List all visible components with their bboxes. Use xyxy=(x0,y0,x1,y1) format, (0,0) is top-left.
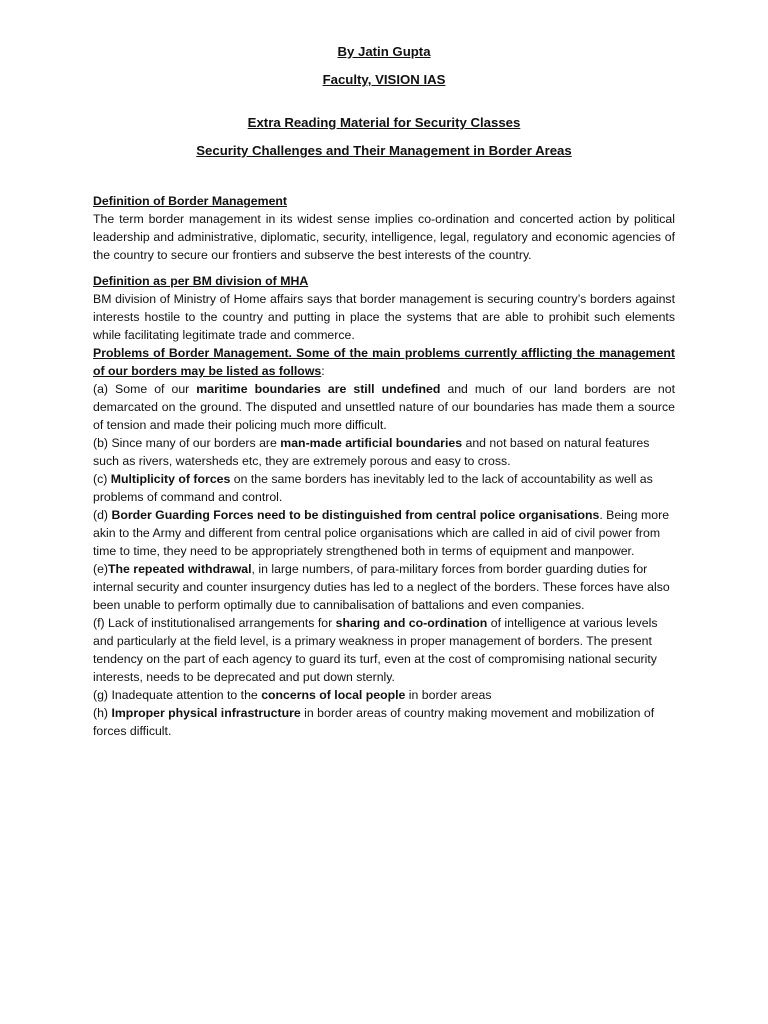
definition-heading: Definition of Border Management xyxy=(93,194,288,208)
problem-item-d xyxy=(93,506,675,560)
problems-heading: Problems of Border Management. Some of the main problems currently afflicting the management of our borders may be listed as follows xyxy=(93,346,675,378)
problem-a-prefix: (a) Some of our xyxy=(93,382,197,396)
problem-g-prefix: (g) Inadequate attention to the xyxy=(93,688,262,702)
problems-heading-paragraph xyxy=(93,344,675,380)
problem-f-prefix: (f) Lack of institutionalised arrangements for xyxy=(93,616,336,630)
problem-item-f xyxy=(93,614,675,686)
problem-h-prefix: (h) xyxy=(93,706,112,720)
problem-item-e xyxy=(93,560,675,614)
problem-h-rest: in border areas of country making movement and mobilization of forces difficult. xyxy=(93,706,655,738)
mha-definition-paragraph: BM division of Ministry of Home affairs says that border management is securing country’s borders against interests hostile to the country and putting in place the systems that are able to prohibit such elements while facilitating legitimate trade and commerce. xyxy=(93,292,675,342)
problem-g-rest: in border areas xyxy=(405,688,492,702)
problem-f-highlight: sharing and co-ordination xyxy=(335,616,488,630)
problem-item-g xyxy=(93,686,675,704)
problem-item-c xyxy=(93,470,675,506)
problem-c-rest: on the same borders has inevitably led to the lack of accountability as well as problems of command and control. xyxy=(93,472,653,504)
problem-e-rest: , in large numbers, of para-military forces from border guarding duties for internal security and counter insurgency duties has led to a neglect of the borders. These forces have also been unable to perform optimally due to cannibalisation of battalions and even companies. xyxy=(93,562,670,612)
problem-c-prefix: (c) xyxy=(93,472,111,486)
problems-heading-colon: : xyxy=(321,364,325,378)
problem-b-highlight: man-made artificial boundaries xyxy=(280,436,463,450)
problem-c-highlight: Multiplicity of forces xyxy=(110,472,231,486)
author-line: By Jatin Gupta xyxy=(337,44,431,59)
problem-e-prefix: (e) xyxy=(93,562,109,576)
problem-b-prefix: (b) Since many of our borders are xyxy=(93,436,281,450)
problem-f-rest: of intelligence at various levels and particularly at the field level, is a primary weakness in proper management of borders. The present tendency on the part of each agency to guard its turf, even at the cost of compromising national security interests, needs to be deprecated and put down sternly. xyxy=(93,616,658,684)
problem-e-highlight: The repeated withdrawal xyxy=(108,562,252,576)
problem-a-rest: and much of our land borders are not demarcated on the ground. The disputed and unsettled nature of our boundaries has made them a source of tension and made their policing much more difficult. xyxy=(93,382,675,432)
problem-g-highlight: concerns of local people xyxy=(261,688,406,702)
problem-item-b xyxy=(93,434,675,470)
faculty-line: Faculty, VISION IAS xyxy=(322,72,446,87)
definition-paragraph: The term border management in its widest sense implies co-ordination and concerted action by political leadership and administrative, diplomatic, security, intelligence, legal, regulatory and economic agencies of the country to secure our frontiers and subserve the best interests of the country. xyxy=(93,212,675,262)
problem-h-highlight: Improper physical infrastructure xyxy=(111,706,301,720)
problem-d-rest: . Being more akin to the Army and different from central police organisations which are called in aid of civil power from time to time, they need to be appropriately strengthened both in terms of equipment and manpower. xyxy=(93,508,670,558)
mha-definition-heading: Definition as per BM division of MHA xyxy=(93,274,309,288)
problem-a-highlight: maritime boundaries are still undefined xyxy=(196,382,441,396)
document-subtitle: Security Challenges and Their Management in Border Areas xyxy=(196,143,572,158)
problem-item-a xyxy=(93,380,675,434)
problem-item-h xyxy=(93,704,675,740)
problem-d-highlight: Border Guarding Forces need to be distinguished from central police organisations xyxy=(111,508,600,522)
problem-d-prefix: (d) xyxy=(93,508,112,522)
problem-b-rest: and not based on natural features such as rivers, watersheds etc, they are extremely porous and easy to cross. xyxy=(93,436,650,468)
extra-reading-title: Extra Reading Material for Security Classes xyxy=(247,115,521,130)
